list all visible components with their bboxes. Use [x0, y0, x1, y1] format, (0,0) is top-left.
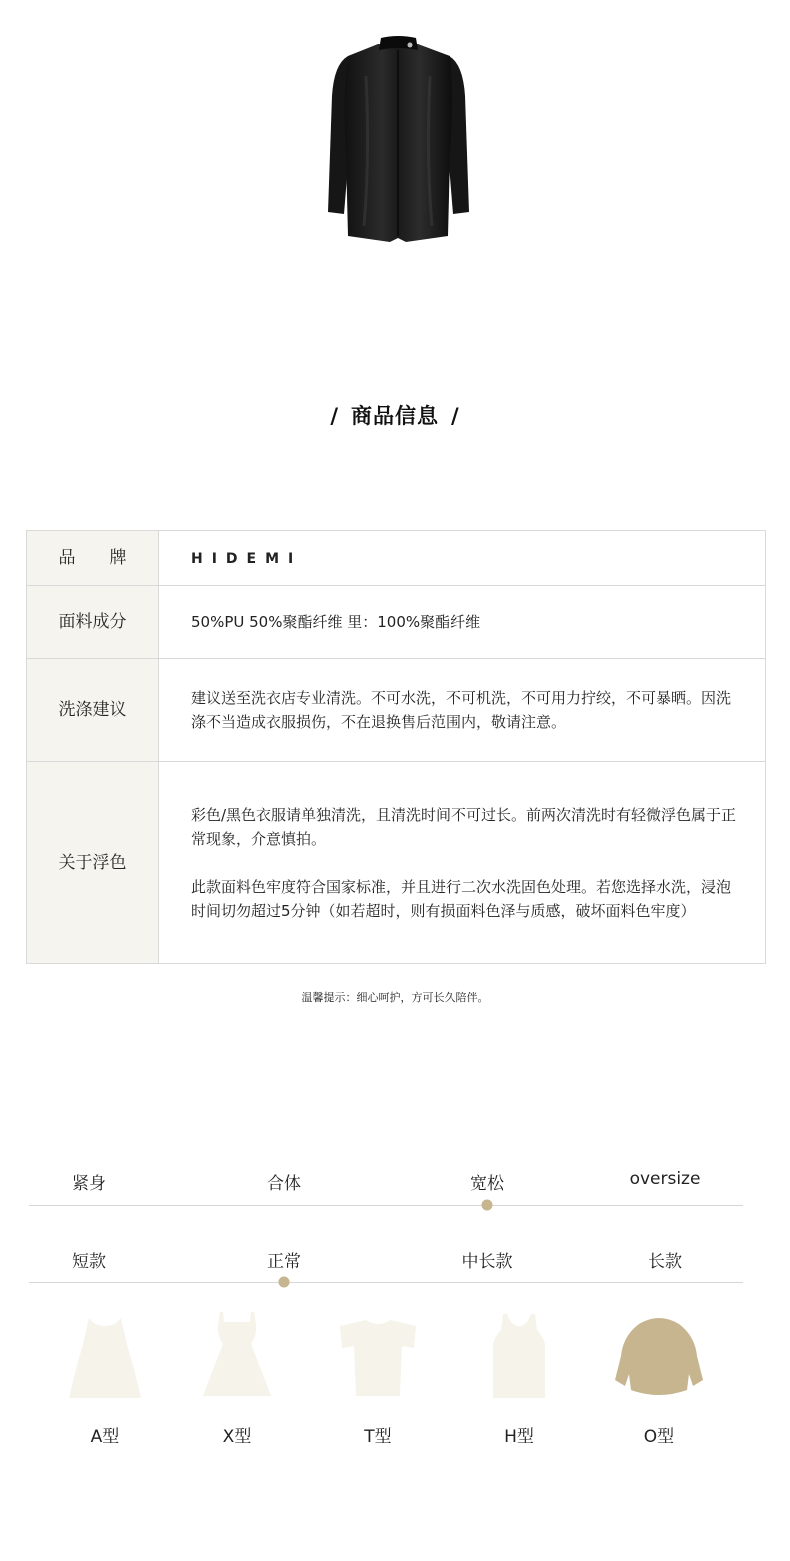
fade-label: 关于浮色 — [27, 762, 159, 964]
silhouette-h-label: H型 — [504, 1427, 534, 1447]
silhouette-t — [328, 1310, 428, 1447]
silhouette-x — [187, 1310, 287, 1447]
fade-value — [159, 762, 766, 964]
x-line-dress-icon — [187, 1310, 287, 1402]
wash-label: 洗涤建议 — [27, 659, 159, 762]
product-info-table — [26, 530, 766, 964]
tank-top-icon — [469, 1310, 569, 1402]
length-option-long: 长款 — [648, 1252, 682, 1272]
fade-paragraph-2: 此款面料色牢度符合国家标准，并且进行二次水洗固色处理。若您选择水洗，浸泡时间切勿超过5分钟（如若超时，则有损面料色泽与质感，破坏面料色牢度） — [191, 877, 732, 920]
oversize-coat-icon — [609, 1310, 709, 1402]
fit-option-oversize: oversize — [629, 1169, 701, 1189]
silhouette-h — [469, 1310, 569, 1447]
section-title-text: 商品信息 — [351, 404, 439, 428]
fabric-label: 面料成分 — [27, 586, 159, 659]
fit-option-loose: 宽松 — [470, 1174, 504, 1194]
length-option-normal: 正常 — [267, 1252, 301, 1272]
fit-scale — [29, 1169, 743, 1199]
fit-scale-marker — [482, 1200, 493, 1211]
silhouette-x-label: X型 — [222, 1427, 252, 1447]
title-slash-left: / — [330, 404, 339, 428]
length-option-midlong: 中长款 — [461, 1252, 513, 1272]
t-shirt-icon — [328, 1310, 428, 1402]
product-image — [326, 36, 471, 242]
silhouette-a — [55, 1310, 155, 1447]
length-scale-marker — [279, 1277, 290, 1288]
brand-label: 品 牌 — [27, 531, 159, 586]
fit-scale-line — [29, 1205, 743, 1206]
table-row-brand — [27, 531, 766, 586]
brand-value — [159, 531, 766, 586]
length-scale-line — [29, 1282, 743, 1283]
a-line-dress-icon — [55, 1310, 155, 1402]
table-row-fabric — [27, 586, 766, 659]
fit-option-tight: 紧身 — [72, 1174, 106, 1194]
section-title — [0, 400, 790, 430]
fade-paragraph-1: 彩色/黑色衣服请单独清洗，且清洗时间不可过长。前两次清洗时有轻微浮色属于正常现象，介意慎拍。 — [191, 805, 737, 848]
wash-value: 建议送至洗衣店专业清洗。不可水洗，不可机洗，不可用力拧绞，不可暴晒。因洗涤不当造成衣服损伤，不在退换售后范围内，敬请注意。 — [159, 659, 766, 762]
brand-name: HIDEMI — [191, 550, 303, 567]
length-scale — [29, 1247, 743, 1277]
silhouette-a-label: A型 — [90, 1427, 120, 1447]
silhouette-o — [609, 1310, 709, 1447]
fabric-value: 50%PU 50%聚酯纤维 里：100%聚酯纤维 — [159, 586, 766, 659]
length-option-short: 短款 — [72, 1252, 106, 1272]
silhouette-o-label: O型 — [643, 1427, 675, 1447]
fit-option-regular: 合体 — [267, 1174, 301, 1194]
title-slash-right: / — [451, 404, 460, 428]
table-row-wash — [27, 659, 766, 762]
care-tip: 温馨提示：细心呵护，方可长久陪伴。 — [301, 991, 489, 1004]
silhouette-t-label: T型 — [364, 1427, 392, 1447]
table-row-fade — [27, 762, 766, 964]
